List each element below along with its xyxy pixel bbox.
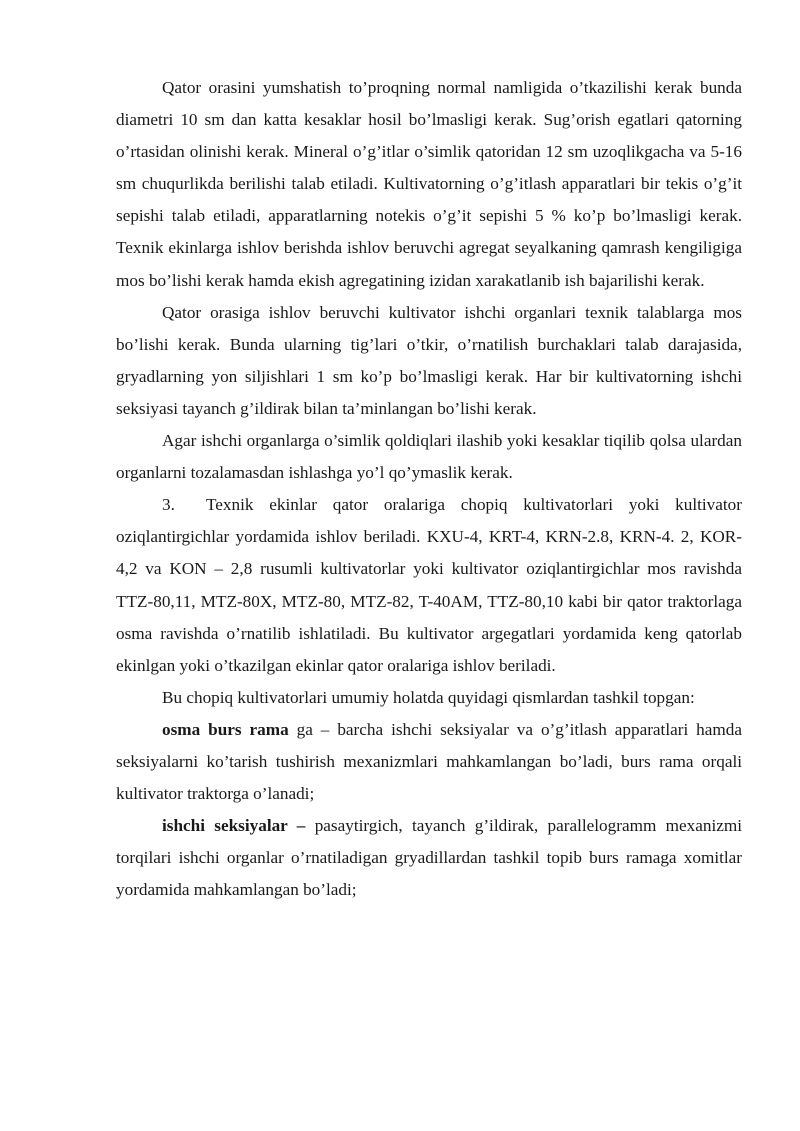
term-bold: osma burs rama	[162, 719, 289, 739]
paragraph-text: ga – barcha ishchi seksiyalar va o’g’itlash apparatlari hamda seksiyalarni ko’tarish tushirish mexanizmlari mahkamlangan bo’ladi, burs rama orqali kultivator traktorga o’lanadi;	[116, 719, 743, 804]
list-number: 3.	[162, 495, 175, 515]
paragraph-frame	[116, 714, 742, 810]
paragraph-cultivator-organs	[116, 297, 742, 425]
document-page	[116, 72, 742, 906]
paragraph-sections	[116, 810, 742, 906]
paragraph-text: pasaytirgich, tayanch g’ildirak, parallelogramm mexanizmi torqilari ishchi organlar o’rnatiladigan gryadillardan tashkil topib burs ramaga xomitlar yordamida mahkamlangan bo’ladi;	[116, 816, 742, 900]
paragraph-cleaning-organs	[116, 425, 742, 489]
paragraph-row-spacing-requirements	[116, 72, 742, 297]
paragraph-text: Qator orasiga ishlov beruvchi kultivator ishchi organlari texnik talablarga mos bo’lishi kerak. Bunda ularning tig’lari o’tkir, o’rnatilish burchaklari talab darajasida, gryadlarning yon siljishlari 1 sm ko’p bo’lmasligi kerak. Har bir kultivatorning ishchi seksiyasi tayanch g’ildirak bilan ta’minlangan bo’lishi kerak.	[116, 302, 742, 418]
paragraph-numbered-3	[116, 489, 742, 682]
term-bold: ishchi seksiyalar –	[162, 816, 306, 836]
paragraph-text: Texnik ekinlar qator oralariga chopiq kultivatorlari yoki kultivator oziqlantirgichlar yordamida ishlov beriladi. KXU-4, KRT-4, KRN-2.8, KRN-4. 2, KOR-4,2 va KON – 2,8 rusumli kultivatorlar yoki kultivator oziqlantirgichlar mos ravishda TTZ-80,11, MTZ-80X, MTZ-80, MTZ-82, T-40AM, TTZ-80,10 kabi bir qator traktorlaga osma ravishda o’rnatilib ishlatiladi. Bu kultivator argegatlari yordamida keng qatorlab ekinlgan yoki o’tkazilgan ekinlar qator oralariga ishlov beriladi.	[116, 495, 742, 675]
paragraph-text: Agar ishchi organlarga o’simlik qoldiqlari ilashib yoki kesaklar tiqilib qolsa ulardan organlarni tozalamasdan ishlashga yo’l qo’ymaslik kerak.	[116, 431, 742, 483]
paragraph-text: Bu chopiq kultivatorlari umumiy holatda quyidagi qismlardan tashkil topgan:	[162, 687, 695, 707]
paragraph-parts-intro	[116, 682, 742, 714]
paragraph-text: Qator orasini yumshatish to’proqning normal namligida o’tkazilishi kerak bunda diametri 10 sm dan katta kesaklar hosil bo’lmasligi kerak. Sug’orish egatlari qatorning o’rtasidan olinishi kerak. Mineral o’g’itlar o’simlik qatoridan 12 sm uzoqlikgacha va 5-16 sm chuqurlikda berilishi talab etiladi. Kultivatorning o’g’itlash apparatlari bir tekis o’g’it sepishi talab etiladi, apparatlarning notekis o’g’it sepishi 5 % ko’p bo’lmasligi kerak. Texnik ekinlarga ishlov berishda ishlov beruvchi agregat seyalkaning qamrash kengiligiga mos bo’lishi kerak hamda ekish agregatining izidan xarakatlanib ish bajarilishi kerak.	[116, 78, 742, 290]
